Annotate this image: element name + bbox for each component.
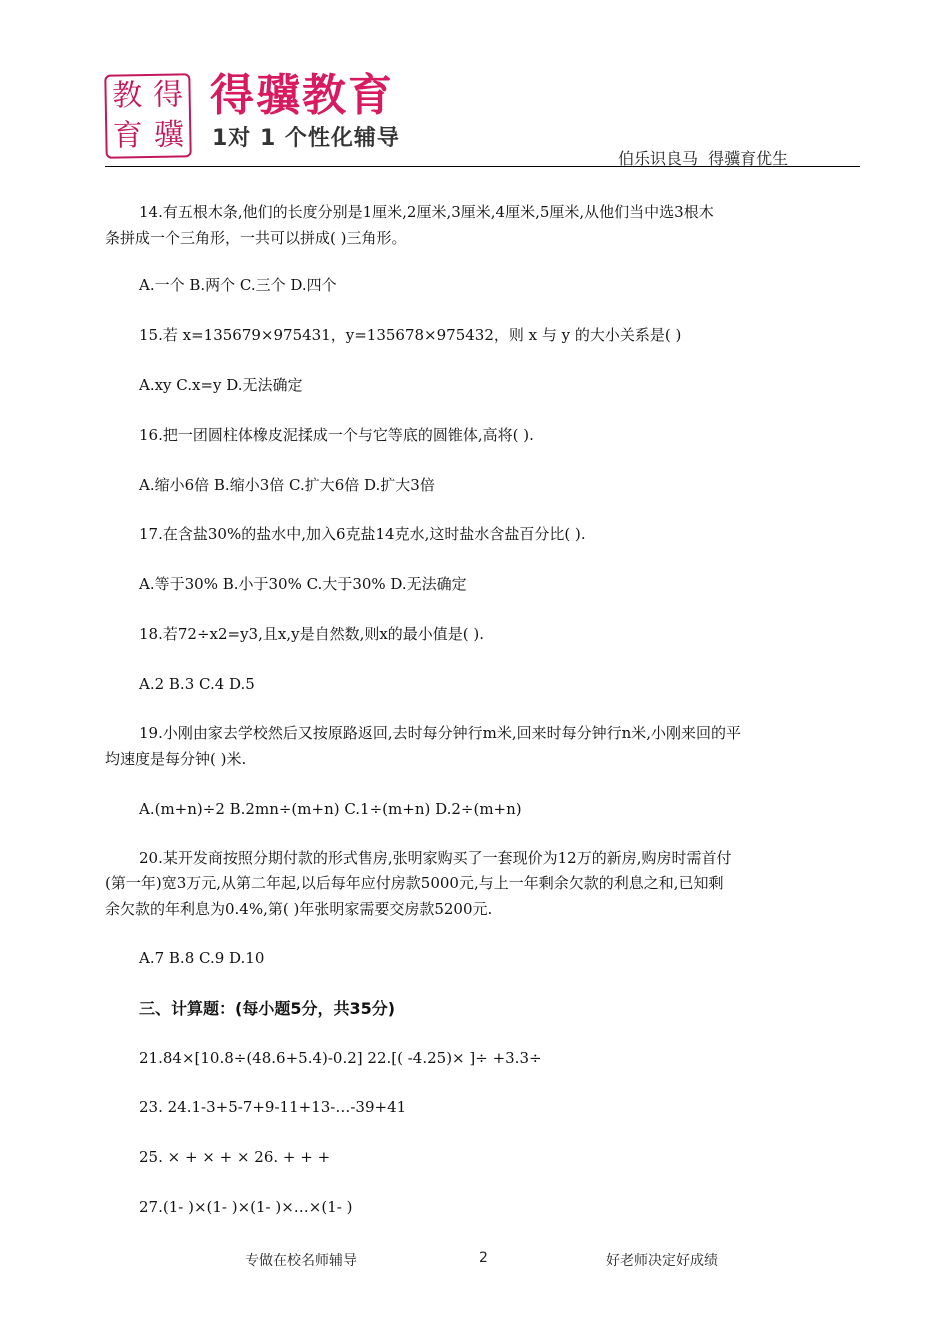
question-25-26: 25. × + × + × 26. + + + (139, 1148, 331, 1166)
footer-right: 好老师决定好成绩 (606, 1253, 718, 1269)
question-14-options: A.一个 B.两个 C.三个 D.四个 (139, 276, 337, 294)
question-23-24: 23. 24.1-3+5-7+9-11+13-…-39+41 (139, 1098, 407, 1116)
question-20-line-1: 20.某开发商按照分期付款的形式售房,张明家购买了一套现价为12万的新房,购房时需首付 (139, 849, 732, 867)
question-21-22: 21.84×[10.8÷(48.6+5.4)-0.2] 22.[( -4.25)× ]÷ +3.3÷ (139, 1049, 542, 1067)
question-17: 17.在含盐30%的盐水中,加入6克盐14克水,这时盐水含盐百分比( ). (139, 525, 586, 543)
question-27: 27.(1- )×(1- )×(1- )×…×(1- ) (139, 1198, 353, 1216)
seal-char: 育 (112, 118, 144, 154)
page-number: 2 (479, 1250, 488, 1266)
question-14-line-2: 条拼成一个三角形，一共可以拼成( )三角形。 (105, 229, 407, 247)
footer-left: 专做在校名师辅导 (245, 1253, 357, 1269)
question-20-options: A.7 B.8 C.9 D.10 (139, 949, 265, 967)
question-19-options: A.(m+n)÷2 B.2mn÷(m+n) C.1÷(m+n) D.2÷(m+n) (139, 800, 522, 818)
question-15: 15.若 x=135679×975431，y=135678×975432，则 x 与 y 的大小关系是( ) (139, 326, 682, 344)
seal-char: 得 (152, 77, 184, 113)
seal-char: 教 (111, 78, 143, 114)
question-19-line-2: 均速度是每分钟( )米. (105, 750, 247, 768)
question-16: 16.把一团圆柱体橡皮泥揉成一个与它等底的圆锥体,高将( ). (139, 426, 534, 444)
brand-name: 得骥教育 (210, 70, 394, 121)
question-19-line-1: 19.小刚由家去学校然后又按原路返回,去时每分钟行m米,回来时每分钟行n米,小刚来回的平 (139, 724, 742, 742)
header-divider (105, 166, 860, 167)
section-3-title: 三、计算题：(每小题5分，共35分) (139, 999, 396, 1018)
question-20-line-3: 余欠款的年利息为0.4%,第( )年张明家需要交房款5200元. (105, 900, 493, 918)
question-15-options: A.xy C.x=y D.无法确定 (139, 376, 303, 394)
header-slogan: 伯乐识良马 得骥育优生 (618, 149, 789, 168)
question-16-options: A.缩小6倍 B.缩小3倍 C.扩大6倍 D.扩大3倍 (139, 476, 435, 494)
seal-char: 骥 (153, 117, 185, 153)
question-18-options: A.2 B.3 C.4 D.5 (139, 675, 255, 693)
question-17-options: A.等于30% B.小于30% C.大于30% D.无法确定 (139, 575, 467, 593)
question-20-line-2: (第一年)宽3万元,从第二年起,以后每年应付房款5000元,与上一年剩余欠款的利息之和,已知剩 (105, 874, 724, 892)
brand-subtitle: 1对 1 个性化辅导 (212, 126, 400, 151)
question-14-line-1: 14.有五根木条,他们的长度分别是1厘米,2厘米,3厘米,4厘米,5厘米,从他们当中选3根木 (139, 203, 714, 221)
logo-seal (104, 73, 191, 158)
question-18: 18.若72÷x2=y3,且x,y是自然数,则x的最小值是( ). (139, 625, 485, 643)
